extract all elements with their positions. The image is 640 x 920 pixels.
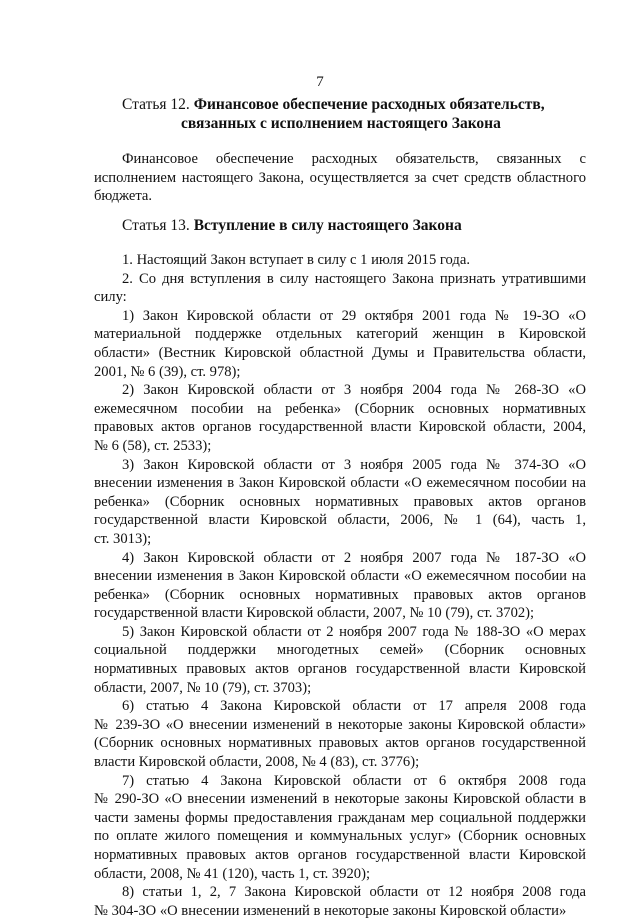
article-12-heading-line-1 <box>122 95 545 114</box>
text-line: ребенка» (Сборник основных нормативных правовых актов органов <box>94 493 586 510</box>
text-line: государственной власти Кировской области, 2007, № 10 (79), ст. 3702); <box>94 605 535 622</box>
law-item-i6 <box>94 697 586 771</box>
article-12-prefix: Статья 12. <box>122 96 190 113</box>
text-line: части замены формы предоставления гражданам мер социальной поддержки <box>94 809 586 826</box>
article-12-heading <box>122 95 545 133</box>
article-13-prefix: Статья 13. <box>122 217 190 234</box>
text-line: бюджета. <box>94 188 153 205</box>
law-item-i1 <box>94 307 586 381</box>
text-line: Финансовое обеспечение расходных обязательств, связанных с <box>122 151 586 167</box>
text-line: 8) статьи 1, 2, 7 Закона Кировской области от 12 ноября 2008 года <box>122 884 586 901</box>
text-line: 6) статью 4 Закона Кировской области от 17 апреля 2008 года <box>122 698 586 715</box>
text-line: № 239-ЗО «О внесении изменений в некоторые законы Кировской области» <box>94 716 586 733</box>
text-line: 1) Закон Кировской области от 29 октября 2001 года № 19-ЗО «О <box>122 307 586 324</box>
law-item-i8 <box>94 883 586 920</box>
text-line: 2. Со дня вступления в силу настоящего Закона признать утратившими <box>122 270 586 287</box>
text-line: власти Кировской области, 2008, № 4 (83), ст. 3776); <box>94 754 420 771</box>
text-line: области, 2008, № 41 (120), часть 1, ст. 3920); <box>94 865 371 882</box>
text-line: 5) Закон Кировской области от 2 ноября 2007 года № 188-ЗО «О мерах <box>122 623 586 640</box>
article-12-body <box>94 150 586 206</box>
text-line: 1. Настоящий Закон вступает в силу с 1 июля 2015 года. <box>122 252 470 268</box>
text-line: нормативных правовых актов органов государственной власти Кировской <box>94 661 586 678</box>
article-12-title-line-2: связанных с исполнением настоящего Закона <box>181 115 501 132</box>
text-line: № 290-ЗО «О внесении изменений в некоторые законы Кировской области в <box>94 791 586 808</box>
text-line: силу: <box>94 289 127 306</box>
article-13-items <box>94 251 586 920</box>
text-line: исполнением настоящего Закона, осуществляется за счет средств областного <box>94 169 586 186</box>
law-item-i7 <box>94 772 586 884</box>
text-line: № 6 (58), ст. 2533); <box>94 437 212 454</box>
text-line: 4) Закон Кировской области от 2 ноября 2007 года № 187-ЗО «О <box>122 549 586 566</box>
text-line: 2) Закон Кировской области от 3 ноября 2004 года № 268-ЗО «О <box>122 382 586 399</box>
text-line: материальной поддержке отдельных категорий женщин в Кировской <box>94 326 586 343</box>
text-line: нормативных правовых актов органов государственной власти Кировской <box>94 847 586 863</box>
text-line: (Сборник основных нормативных правовых актов органов государственной <box>94 735 586 752</box>
law-item-i5 <box>94 623 586 697</box>
text-line: внесении изменения в Закон Кировской области «О ежемесячном пособии на <box>94 475 586 492</box>
article-13-body <box>94 251 586 920</box>
text-line: социальной поддержки многодетных семей» (Сборник основных <box>94 642 586 659</box>
text-line: ст. 3013); <box>94 530 152 547</box>
law-item-p1 <box>94 251 586 270</box>
text-line: области, 2007, № 10 (79), ст. 3703); <box>94 679 312 696</box>
article-12-title-line-1: Финансовое обеспечение расходных обязательств, <box>193 96 545 113</box>
law-item-p2 <box>94 270 586 307</box>
text-line: 3) Закон Кировской области от 3 ноября 2005 года № 374-ЗО «О <box>122 456 586 473</box>
text-line: ребенка» (Сборник основных нормативных правовых актов органов <box>94 586 586 603</box>
text-line: государственной власти Кировской области, 2006, № 1 (64), часть 1, <box>94 512 586 529</box>
page-number: 7 <box>316 74 324 90</box>
law-item-i4 <box>94 549 586 623</box>
text-line: 2001, № 6 (39), ст. 978); <box>94 363 241 380</box>
article-13-heading <box>122 216 462 235</box>
text-line: области» (Вестник Кировской областной Думы и Правительства области, <box>94 344 586 361</box>
text-line: по оплате жилого помещения и коммунальных услуг» (Сборник основных <box>94 828 586 845</box>
law-item-i3 <box>94 456 586 549</box>
article-12-heading-line-2 <box>122 114 545 133</box>
law-item-i2 <box>94 381 586 455</box>
article-13-title: Вступление в силу настоящего Закона <box>193 217 462 234</box>
text-line: № 304-ЗО «О внесении изменений в некоторые законы Кировской области» <box>94 902 567 919</box>
text-line: правовых актов органов государственной власти Кировской области, 2004, <box>94 419 586 436</box>
text-line: внесении изменения в Закон Кировской области «О ежемесячном пособии на <box>94 568 586 585</box>
text-line: 7) статью 4 Закона Кировской области от 6 октября 2008 года <box>122 772 586 789</box>
article-13-heading-line <box>122 216 462 235</box>
text-line: ежемесячном пособии на ребенка» (Сборник основных нормативных <box>94 400 586 417</box>
